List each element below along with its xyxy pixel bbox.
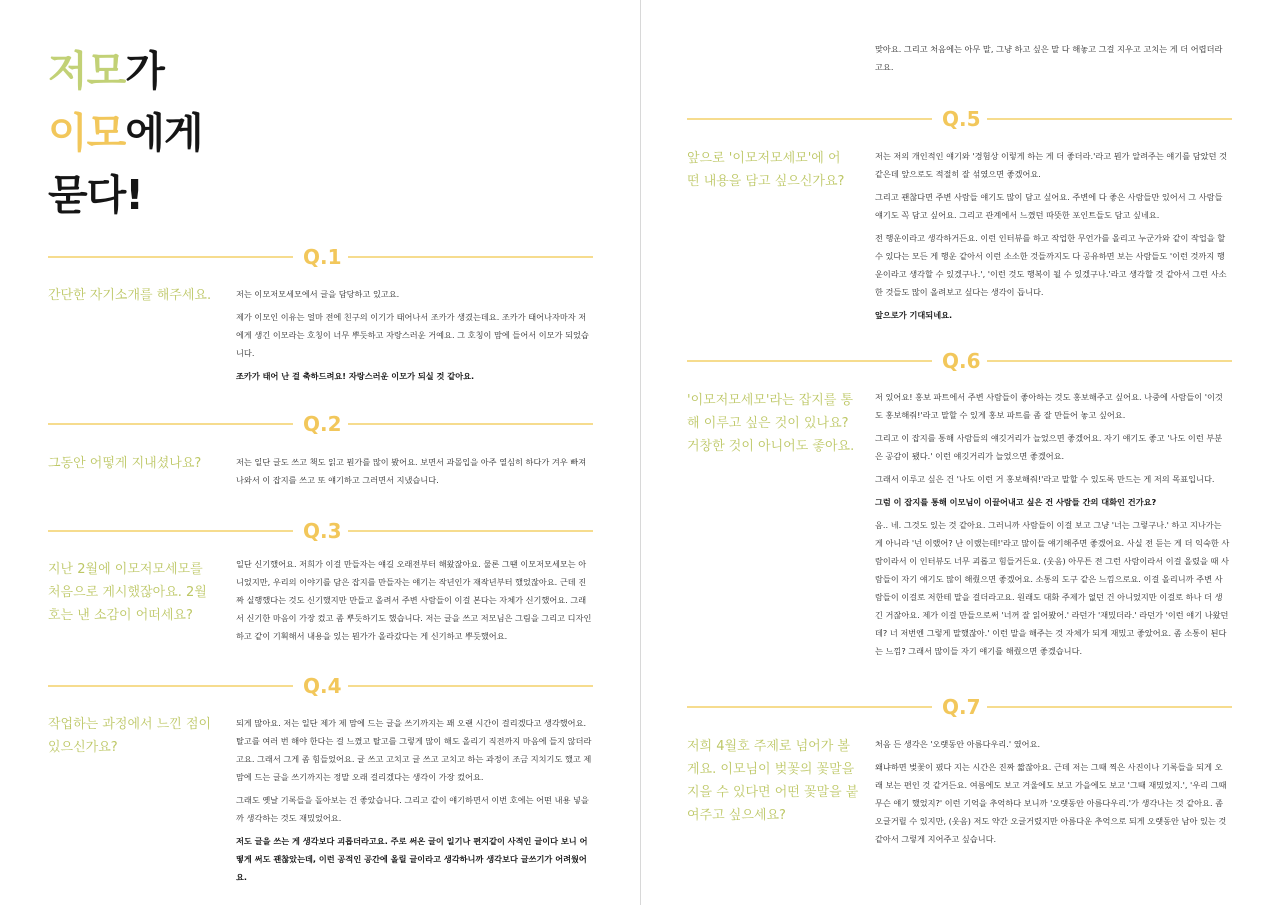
title-line-1 [48, 40, 202, 102]
title-line-2 [48, 102, 202, 164]
q4-answer-p3: 저도 글을 쓰는 게 생각보다 괴롭더라고요. 주로 써온 글이 일기나 편지같이 사적인 글이다 보니 어떻게 써도 괜찮았는데, 이런 공적인 공간에 올릴 글이라고 생각하니까 생각보다 글쓰기가 어려웠어요. [236, 836, 588, 882]
q4-answer [236, 714, 593, 891]
q1-answer-p3: 조카가 태어 난 걸 축하드려요! 자랑스러운 이모가 되실 것 같아요. [236, 371, 475, 381]
q6-answer-p3: 그래서 이루고 싶은 건 '나도 이런 거 홍보해줘!'라고 말할 수 있도록 만드는 게 저의 목표입니다. [875, 474, 1215, 484]
q6-answer-p1: 저 있어요! 홍보 파트에서 주변 사람들이 좋아하는 것도 홍보해주고 싶어요. 나중에 사람들이 '이것도 홍보해줘!'라고 말할 수 있게 홍보 파트를 좀 잘 만들어 놓고 싶어요. [875, 392, 1223, 420]
q6-answer-p5: 음.. 네. 그것도 있는 것 같아요. 그러니까 사람들이 이걸 보고 그냥 '너는 그렇구나.' 하고 지나가는 게 아니라 '넌 이랬어? 난 이랬는데!'라고 많이들 얘기해주면 좋겠어요. 사실 전 듣는 게 더 익숙한 사람이라서 이 인터뷰도 너무 괴롭고 힘들거든요. (웃음) 아무튼 전 그런 사람이라서 이걸 올렸을 때 사람들이 자기 얘기도 많이 해줬으면 좋겠어요. 소통의 도구 같은 느낌으로요. 이걸 올리니까 주변 사람들이 이걸로 저한테 말을 걸더라고요. 원래도 대화 주제가 없던 건 아니었지만 이걸로 하나 더 생긴 거잖아요. 제가 이걸 만들으로써 '너꺼 잘 읽어봤어.' 라던가 '재밌더라.' 라던가 '이런 얘기 나왔던데? 너 저번엔 그렇게 말했잖아.' 이런 말을 해주는 것 자체가 되게 재밌고 좋았어요. 좀 소통이 된다는 느낌? 그래서 많이들 자기 얘기를 해줬으면 좋겠습니다. [875, 520, 1230, 656]
q5-header [687, 105, 1232, 133]
q4-question: 작업하는 과정에서 느낀 점이 있으신가요? [48, 717, 212, 755]
q5-answer [875, 147, 1230, 329]
q1-answer [236, 285, 593, 390]
q6-question: '이모저모세모'라는 잡지를 통해 이루고 싶은 것이 있나요? 거창한 것이 아니어도 좋아요. [687, 393, 855, 454]
q3-header [48, 517, 593, 545]
q6-answer [875, 388, 1230, 665]
title-rest-2: 에게 [125, 109, 203, 157]
q6-answer-p4: 그럼 이 잡지를 통해 이모님이 이끌어내고 싶은 건 사람들 간의 대화인 건가요? [875, 497, 1157, 507]
right-page [641, 0, 1280, 905]
title-rest-1: 가 [125, 47, 164, 95]
q3-answer-p1: 일단 신기했어요. 저희가 이걸 만들자는 얘길 오래전부터 해왔잖아요. 물론 그땐 이모저모세모는 아니었지만, 우리의 이야기를 담은 잡지를 만들자는 얘기는 작년인가 재작년부터 했었잖아요. 근데 진짜 실행했다는 것도 신기했지만 만들고 올려서 주변 사람들이 이걸 본다는 자체가 신기했어요. 그래서 신기한 마음이 가장 컸고 좀 뿌듯하기도 했습니다. 저는 글을 쓰고 저모님은 그림을 그리고 디자인하고 같이 기획해서 내용을 있는 뭔가가 올라갔다는 게 신기하고 뿌듯했어요. [236, 559, 592, 641]
q4-rule-left [48, 685, 293, 687]
q7-answer-p2: 왜냐하면 벚꽃이 폈다 지는 시간은 진짜 짧잖아요. 근데 저는 그때 찍은 사진이나 기록들을 되게 오래 보는 편인 것 같거든요. 여름에도 보고 겨울에도 보고 가을에도 보고 '그때 재밌었지.', '우리 그때 무슨 얘기 했었지?' 이런 기억을 추억하다 보니까 '오랫동안 아름다우리.'가 생각나는 것 같아요. 좀 오글거릴 수 있지만, (웃음) 저도 약간 오글거렸지만 아름다운 추억으로 되게 오랫동안 남아 있는 것 같아서 그렇게 지어주고 싶습니다. [875, 762, 1227, 844]
q1-label: Q.1 [303, 245, 342, 269]
q4-label: Q.4 [303, 674, 342, 698]
q7-question: 저희 4월호 주제로 넘어가 볼게요. 이모님이 벚꽃의 꽃말을 지을 수 있다면 어떤 꽃말을 붙여주고 싶으세요? [687, 739, 859, 823]
q3-question: 지난 2월에 이모저모세모를 처음으로 게시했잖아요. 2월호는 낸 소감이 어떠세요? [48, 562, 207, 623]
q7-rule-right [987, 706, 1232, 708]
q1-header [48, 243, 593, 271]
q5-rule-left [687, 118, 932, 120]
q3-label: Q.3 [303, 519, 342, 543]
q7-label: Q.7 [942, 695, 981, 719]
q2-rule-right [348, 423, 593, 425]
q3-rule-right [348, 530, 593, 532]
q3-answer [236, 555, 593, 650]
q7-header [687, 693, 1232, 721]
q2-rule-left [48, 423, 293, 425]
q4-answer-continued-p1: 맞아요. 그리고 처음에는 아무 말, 그냥 하고 싶은 말 다 해놓고 그걸 지우고 고치는 게 더 어렵더라고요. [875, 44, 1223, 72]
title-accent-2: 이모 [48, 109, 126, 157]
q5-answer-p2: 그리고 괜찮다면 주변 사람들 얘기도 많이 담고 싶어요. 주변에 다 좋은 사람들만 있어서 그 사람들 얘기도 꼭 담고 싶어요. 그리고 관계에서 느꼈던 따뜻한 포인트들도 담고 싶네요. [875, 192, 1223, 220]
q4-answer-p1: 되게 많아요. 저는 일단 제가 제 맘에 드는 글을 쓰기까지는 꽤 오랜 시간이 걸리겠다고 생각했어요. 탈고를 여러 번 해야 한다는 걸 느꼈고 탈고를 그렇게 많이 해도 올리기 직전까지 마음에 들지 않더라고요. 그래서 그게 좀 힘들었어요. 글 쓰고 고치고 글 쓰고 고치고 하는 과정이 조금 지치기도 했고 제 맘에 드는 글을 쓰기까지는 정말 오래 걸리겠다는 생각이 가장 컸어요. [236, 718, 592, 782]
q6-rule-left [687, 360, 932, 362]
q7-rule-left [687, 706, 932, 708]
q1-answer-p1: 저는 이모저모세모에서 글을 담당하고 있고요. [236, 289, 400, 299]
q4-answer-p2: 그래도 옛날 기록들을 돌아보는 건 좋았습니다. 그리고 같이 얘기하면서 이번 호에는 어떤 내용 넣을까 생각하는 것도 재밌었어요. [236, 795, 589, 823]
q4-rule-right [348, 685, 593, 687]
q3-rule-left [48, 530, 293, 532]
q2-answer-p1: 저는 일단 글도 쓰고 책도 읽고 뭔가를 많이 봤어요. 보면서 과몰입을 아주 열심히 하다가 겨우 빠져나와서 이 잡지를 쓰고 또 얘기하고 그러면서 지냈습니다. [236, 457, 587, 485]
q7-answer [875, 735, 1230, 853]
q6-rule-right [987, 360, 1232, 362]
q2-answer [236, 453, 593, 494]
q5-answer-p3: 전 행운이라고 생각하거든요. 이런 인터뷰를 하고 작업한 무언가를 올리고 누군가와 같이 작업을 할 수 있다는 모든 게 행운 같아서 이런 소소한 것들까지도 다 공유하면 보는 사람들도 '이런 것까지 행운이라고 생각할 수 있겠구나.', '이런 것도 행복이 될 수 있겠구나.'라고 생각할 것 같아서 그런 사소한 것들도 많이 올려보고 싶다는 생각이 듭니다. [875, 233, 1227, 297]
page-title [48, 40, 202, 226]
q5-answer-p4: 앞으로가 기대되네요. [875, 310, 953, 320]
q5-label: Q.5 [942, 107, 981, 131]
q6-header [687, 347, 1232, 375]
q2-label: Q.2 [303, 412, 342, 436]
q7-answer-p1: 처음 든 생각은 '오랫동안 아름다우리.' 였어요. [875, 739, 1041, 749]
q2-question: 그동안 어떻게 지내셨나요? [48, 456, 202, 471]
q1-rule-left [48, 256, 293, 258]
q4-header [48, 672, 593, 700]
q6-answer-p2: 그리고 이 잡지를 통해 사람들의 얘깃거리가 늘었으면 좋겠어요. 자기 얘기도 좋고 '나도 이런 부분은 공감이 됐다.' 이런 얘깃거리가 늘었으면 좋겠어요. [875, 433, 1223, 461]
q2-header [48, 410, 593, 438]
q4-answer-continued [875, 40, 1230, 81]
q1-answer-p2: 제가 이모인 이유는 얼마 전에 친구의 이기가 태어나서 조카가 생겼는데요. 조카가 태어나자마자 저에게 생긴 이모라는 호칭이 너무 뿌듯하고 자랑스러운 거예요. 그 호칭이 맘에 들어서 이모가 되었습니다. [236, 312, 589, 358]
q1-question: 간단한 자기소개를 해주세요. [48, 288, 212, 303]
q5-question: 앞으로 '이모저모세모'에 어떤 내용을 담고 싶으신가요? [687, 151, 845, 189]
q5-answer-p1: 저는 저의 개인적인 얘기와 '경험상 이렇게 하는 게 더 좋더라.'라고 뭔가 알려주는 얘기를 담았던 것 같은데 앞으로도 적절히 잘 섞였으면 좋겠어요. [875, 151, 1227, 179]
title-line-3: 묻다! [48, 171, 143, 219]
q6-label: Q.6 [942, 349, 981, 373]
q1-rule-right [348, 256, 593, 258]
q5-rule-right [987, 118, 1232, 120]
title-accent-1: 저모 [48, 47, 126, 95]
